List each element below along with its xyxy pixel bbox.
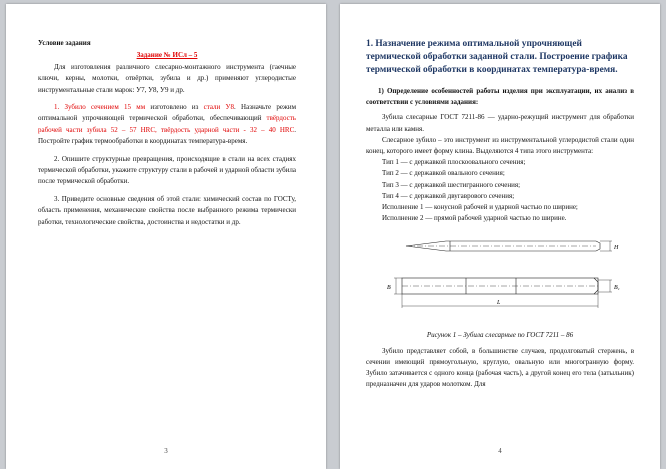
intro-paragraph: Для изготовления различного слесарно-монтажного инструмента (гаечные ключи, керны, молотки, отвёртки, зубила и др.) применяют углеродистые инструментальные стали марок: У7, У8, У9 и др. — [38, 62, 296, 94]
paragraph-2: Слесарное зубило – это инструмент из инструментальной углеродистой стали один конец, которого имеет форму клина. Выделяются 4 типа этого инструмента: — [366, 135, 634, 156]
document-page-right — [340, 4, 660, 469]
label-l: L — [497, 300, 501, 307]
task-title: Задание № ИСл – 5 — [136, 51, 198, 60]
section-heading: 1. Назначение режима оптимальной упрочняющей термической обработки заданной стали. Построение графика термической обработки в координатах температура-время. — [366, 39, 628, 75]
label-h: H — [614, 245, 619, 252]
task-item-3: 3. Приведите основные сведения об этой стали: химический состав по ГОСТу, область применения, механические свойства после выбранного режима термически работки, технологические свойства, достоинства и недостатки и др. — [38, 194, 296, 226]
page-content — [366, 38, 634, 390]
paragraph-1: Зубила слесарные ГОСТ 7211-86 — ударно-режущий инструмент для обработки металла или камня. — [366, 113, 634, 133]
page-number: 4 — [498, 447, 502, 455]
list-item: Тип 1 — с державкой плоскоовального сечения; — [382, 158, 526, 167]
section-title: Условие задания — [38, 39, 91, 47]
task-item-2: 2. Опишите структурные превращения, происходящие в стали на всех стадиях термической обработки, укажите структуру стали в рабочей и ударной области зубила после термической обработки. — [38, 154, 296, 186]
task-item-1: 1. Зубило сечением 15 мм изготовлено из стали У8. Назначьте режим оптимальной упрочняющей термической обработки, обеспечивающий твёрдость рабочей части зубила 52 – 57 HRC, твёрдость ударной части - 32 – 40 HRC. Постройте график термообработки в координатах температура-время. — [38, 103, 297, 146]
subheading: 1) Определение особенностей работы изделия при эксплуатации, их анализ в соответствии с условиями задания: — [366, 87, 634, 107]
list-item: Тип 3 — с державкой шестигранного сечения; — [382, 180, 521, 189]
chisel-side-view — [406, 241, 612, 251]
label-b: B — [387, 285, 391, 292]
chisel-figure — [366, 228, 634, 328]
page-number: 3 — [164, 447, 168, 455]
page-content — [38, 38, 296, 228]
paragraph-3: Зубило представляет собой, в большинстве случаев, продолговатый стержень, в сечении имеющий прямоугольную, круглую, овальную или многогранную форму. Зубило затачивается с одного конца (рабочая часть), а другой конец его тела (затыльник) предназначен для ударов молотком. Для — [366, 346, 634, 389]
document-page-left — [6, 4, 326, 469]
list-item: Тип 2 — с державкой овального сечения; — [382, 169, 505, 178]
list-item: Исполнение 1 — конусной рабочей и ударной частью по ширине; — [382, 203, 578, 212]
types-list — [366, 157, 634, 224]
label-b1: B₁ — [614, 285, 620, 292]
figure-caption: Рисунок 1 – Зубила слесарные по ГОСТ 7211 – 86 — [426, 331, 574, 340]
list-item: Тип 4 — с державкой двугаврового сечения; — [382, 191, 515, 200]
chisel-front-view — [394, 278, 612, 308]
list-item: Исполнение 2 — прямой рабочей ударной частью по ширине. — [382, 214, 567, 223]
